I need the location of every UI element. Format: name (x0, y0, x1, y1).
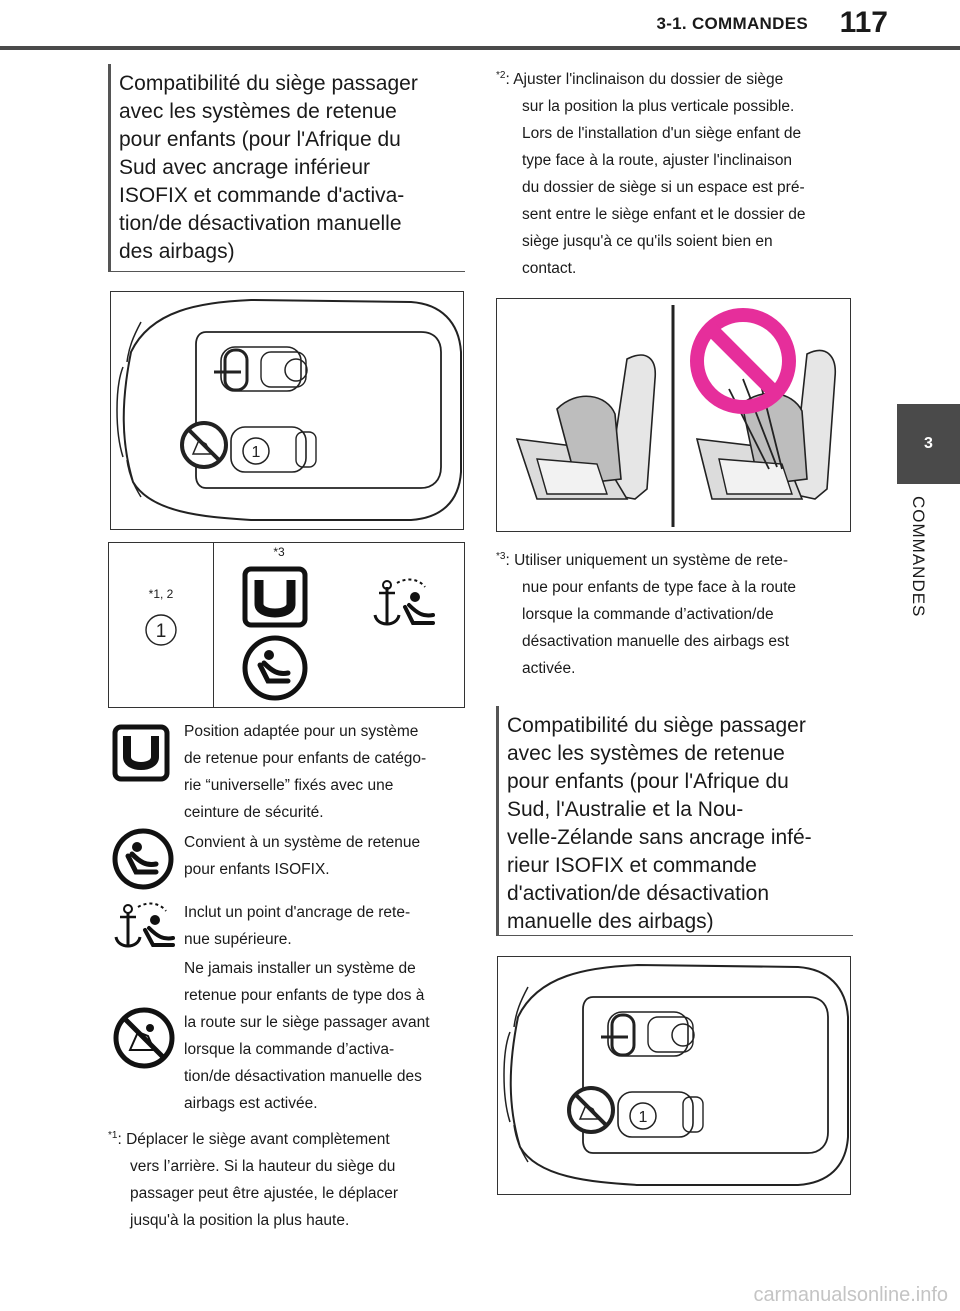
heading-line: Sud avec ancrage inférieur (119, 156, 370, 179)
legend-text: nue supérieure. (184, 931, 292, 948)
footnote-marker: *3 (496, 551, 506, 562)
legend-text: ceinture de sécurité. (184, 804, 324, 821)
section-title: 3-1. COMMANDES (656, 14, 808, 33)
heading-line: avec les systèmes de retenue (119, 100, 397, 123)
watermark: carmanualsonline.info (753, 1284, 948, 1306)
child-seat-recline-figure (497, 299, 850, 531)
heading-line: d'activation/de désactivation (507, 882, 770, 905)
footnote-text: Ajuster l'inclinaison du dossier de siège (513, 71, 784, 89)
legend-text: rie “universelle” fixés avec une (184, 777, 394, 794)
seat-position-marker: 1 (251, 444, 261, 461)
heading-line: Sud, l'Australie et la Nou- (507, 798, 744, 821)
position-1-marker-icon (144, 613, 178, 647)
footnote-marker: *2 (496, 70, 506, 81)
legend-text: la route sur le siège passager avant (184, 1014, 430, 1031)
legend-text: Inclut un point d'ancrage de rete- (184, 904, 411, 921)
footnote-2: $^{*2}$: Ajuster l'inclinaison du dossier de siège sur la position la plus verticale possible. Lors de l'installation d'un siège enfant de type face à la route, ajuster l'inclinaison du dossier de siège si un espace est pré- sent entre le siège enfant et le dossier de siège jusqu'à ce qu'ils soient bien en contact. (496, 62, 856, 282)
chapter-side-label (904, 496, 930, 656)
legend-universal (184, 718, 474, 826)
footnote-3: $^{*3}$: Utiliser uniquement un système de rete- nue pour enfants de type face à la route lorsque la commande d’activation/de désactivation manuelle des airbags est activée. (496, 543, 856, 682)
heading-line: Compatibilité du siège passager (119, 72, 418, 95)
heading-line: tion/de désactivation manuelle (119, 212, 402, 235)
universal-u-icon (112, 724, 170, 782)
legend-text: lorsque la commande d’activa- (184, 1041, 395, 1058)
heading-line: pour enfants (pour l'Afrique du (119, 128, 401, 151)
legend-text: tion/de désactivation manuelle des (184, 1068, 422, 1085)
footnote-1: $^{*1}$: Déplacer le siège avant complètement vers l’arrière. Si la hauteur du siège du passager peut être ajustée, le déplacer jusqu'à la position la plus haute. (108, 1122, 468, 1234)
isofix-seat-icon (242, 635, 308, 701)
legend-text: retenue pour enfants de type dos à (184, 987, 425, 1004)
footnote-text: Lors de l'installation d'un siège enfant de (522, 125, 802, 143)
heading-line: velle-Zélande sans ancrage infé- (507, 826, 812, 849)
footnote-text: jusqu'à la position la plus haute. (130, 1212, 350, 1230)
heading-line: des airbags) (119, 240, 235, 263)
legend-text: Convient à un système de retenue (184, 834, 421, 851)
footnote-text: du dossier de siège si un espace est pré- (522, 179, 805, 197)
heading-line: manuelle des airbags) (507, 910, 714, 933)
heading-line: ISOFIX et commande d'activa- (119, 184, 405, 207)
legend-top-tether (184, 899, 474, 953)
legend-text: pour enfants ISOFIX. (184, 861, 330, 878)
footnote-text: activée. (522, 660, 576, 678)
legend-prohibited (184, 955, 474, 1117)
seat-recline-illustration (496, 298, 851, 532)
heading-line: pour enfants (pour l'Afrique du (507, 770, 789, 793)
footnote-text: Déplacer le siège avant complètement (126, 1131, 390, 1149)
car-top-view-illustration (111, 292, 463, 529)
footnote-text: sent entre le siège enfant et le dossier de (522, 206, 806, 224)
section-heading-no-isofix (496, 706, 853, 936)
prohibited-rear-facing-icon (112, 1006, 176, 1070)
chapter-tab: 3 (897, 404, 960, 484)
footnote-text: siège jusqu'à ce qu'ils soient bien en (522, 233, 773, 251)
car-top-view-illustration (498, 957, 850, 1194)
legend-text: airbags est activée. (184, 1095, 318, 1112)
top-tether-anchor-icon (110, 900, 178, 956)
footnote-text: passager peut être ajustée, le déplacer (130, 1185, 398, 1203)
page-number: 117 (839, 6, 888, 39)
car-seating-diagram (110, 291, 464, 530)
heading-line: Compatibilité du siège passager (507, 714, 806, 737)
footnote-text: contact. (522, 260, 577, 278)
position-1-marker: 1 (155, 621, 167, 642)
top-tether-anchor-icon (367, 575, 439, 635)
compatibility-table (108, 542, 465, 708)
table-note-ref-3: *3 (273, 545, 285, 559)
heading-line: rieur ISOFIX et commande (507, 854, 757, 877)
footnote-marker: *1 (108, 1130, 118, 1141)
footnote-text: lorsque la commande d’activation/de (522, 606, 774, 624)
legend-isofix (184, 829, 474, 883)
table-divider (213, 543, 214, 707)
footnote-text: type face à la route, ajuster l'inclinaison (522, 152, 793, 170)
footnote-text: Utiliser uniquement un système de rete- (514, 552, 789, 570)
table-note-refs: *1, 2 (148, 587, 174, 601)
footnote-text: désactivation manuelle des airbags est (522, 633, 790, 651)
chapter-side-label-text: COMMANDES (909, 496, 928, 618)
legend-text: Position adaptée pour un système (184, 723, 419, 740)
legend-text: Ne jamais installer un système de (184, 960, 416, 977)
footnote-text: nue pour enfants de type face à la route (522, 579, 797, 597)
footnote-text: sur la position la plus verticale possible. (522, 98, 795, 116)
section-heading-isofix (108, 64, 465, 272)
universal-u-icon (242, 566, 308, 628)
heading-line: avec les systèmes de retenue (507, 742, 785, 765)
footnote-text: vers l’arrière. Si la hauteur du siège du (130, 1158, 396, 1176)
legend-text: de retenue pour enfants de catégo- (184, 750, 427, 767)
header-rule (0, 46, 960, 50)
isofix-seat-icon (112, 828, 174, 890)
car-seating-diagram-2 (497, 956, 851, 1195)
seat-position-marker: 1 (638, 1109, 648, 1126)
